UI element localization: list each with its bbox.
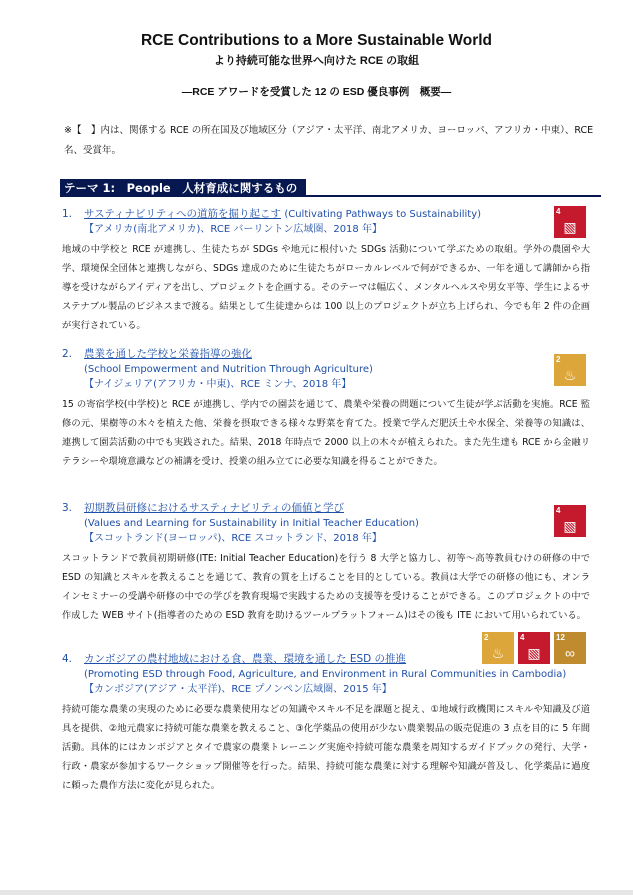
sdg-number: 4 bbox=[556, 207, 561, 216]
case-title-link[interactable]: 初期教員研修におけるサスティナビリティの価値と学び bbox=[84, 502, 344, 514]
case-body: 持続可能な農業の実現のために必要な農業使用などの知識やスキル不足を課題と捉え、①地域行政機関にスキルや知識及び道具を提供、②地元農家に持続可能な農業を教えること、③化学薬品の使用が少ない農業製品の販売促進の 3 点を目的に 5 年間活動。具体的にはカンボジアとタイで農家の農業トレーニング実施や持続可能な農業を周知するガイドブックの発行、大学・行政・農家が参加するワークショップ開催等を行った。結果、持続可能な農業に対する理解や知識が普及し、化学薬品に過度に頼った農作方法に変化が見られた。 bbox=[62, 704, 590, 791]
page-bottom-edge bbox=[0, 890, 633, 895]
page-title: RCE Contributions to a More Sustainable World bbox=[140, 32, 493, 49]
sdg-4-badge bbox=[518, 632, 550, 664]
sdg-number: 12 bbox=[556, 633, 565, 642]
case-number: 2. bbox=[62, 348, 73, 360]
note-text: ※【 】内は、関係する RCE の所在国及び地域区分（アジア・太平洋、南北アメリカ、ヨーロッパ、アフリカ・中東）、RCE 名、受賞年。 bbox=[64, 125, 594, 156]
case-title-link[interactable]: カンボジアの農村地域における食、農業、環境を通した ESD の推進 bbox=[84, 653, 407, 665]
case-number: 4. bbox=[62, 653, 73, 665]
case-body: 15 の寄宿学校(中学校)と RCE が連携し、学内での園芸を通じて、農業や栄養の問題について生徒が学ぶ活動を実施。RCE 監修の元、果樹等の木々を植えた他、栄養を摂取できる様々な野菜を育てた。授業で学んだ肥沃土や水保全、栄養等の知識は、連携して園芸活動の中でも実践された。結果、2018 年時点で 2000 以上の木々が植えられた。また先生達も RCE から金融リテラシーや環境意識などの補講を受け、授業の組み立てに必要な知識を得ることができた。 bbox=[62, 399, 590, 467]
book-icon: ▧ bbox=[527, 645, 541, 661]
theme-header bbox=[60, 179, 601, 197]
case-4 bbox=[62, 652, 592, 795]
sdg-number: 4 bbox=[520, 633, 525, 642]
case-heading bbox=[62, 347, 592, 362]
infinity-icon: ∞ bbox=[565, 645, 575, 661]
case-region: 【ナイジェリア(アフリカ・中東)、RCE ミンナ、2018 年】 bbox=[84, 379, 352, 390]
book-icon: ▧ bbox=[563, 219, 577, 235]
sdg-4-badge bbox=[554, 206, 586, 238]
theme-underline bbox=[306, 195, 601, 197]
case-body: 地域の中学校と RCE が連携し、生徒たちが SDGs や地元に根付いた SDGs 活動について学ぶための取組。学外の農園や大学、環境保全団体と連携しながら、SDGs 達成のために生徒たちがローカルレベルで何ができるか、一年を通して講師から指導を受けながらアイディアを出し、プロジェクトを企画する。そのテーマは幅広く、メンタルヘルスや男女平等、学生によるサステナブル製品のビジネスまで渡る。結果として生徒達からは 100 以上のプロジェクトが立ち上げられ、今でも年 2 件の企画が実行されている。 bbox=[62, 244, 590, 331]
sdg-number: 2 bbox=[556, 355, 561, 364]
case-region: 【アメリカ(南北アメリカ)、RCE バーリントン広域圏、2018 年】 bbox=[84, 224, 382, 235]
bowl-icon: ♨ bbox=[563, 367, 577, 383]
case-heading bbox=[62, 207, 592, 222]
case-title-english: (School Empowerment and Nutrition Through Agriculture) bbox=[84, 364, 373, 375]
case-heading bbox=[62, 501, 592, 516]
sdg-2-badge bbox=[554, 354, 586, 386]
sdg-number: 2 bbox=[484, 633, 489, 642]
case-number: 3. bbox=[62, 502, 73, 514]
sdg-number: 4 bbox=[556, 506, 561, 515]
sdg-12-badge bbox=[554, 632, 586, 664]
theme-label: テーマ 1: People 人材育成に関するもの bbox=[64, 181, 298, 195]
case-3 bbox=[62, 501, 592, 625]
bowl-icon: ♨ bbox=[491, 645, 505, 661]
case-title-link[interactable]: サスティナビリティへの道筋を掘り起こす bbox=[84, 208, 281, 220]
page-subtitle: ―RCE アワードを受賞した 12 の ESD 優良事例 概要― bbox=[181, 86, 452, 98]
book-icon: ▧ bbox=[563, 518, 577, 534]
case-title-link[interactable]: 農業を通した学校と栄養指導の強化 bbox=[84, 348, 252, 360]
sdg-4-badge bbox=[554, 505, 586, 537]
case-2 bbox=[62, 347, 592, 471]
case-number: 1. bbox=[62, 208, 73, 220]
page-title-japanese: より持続可能な世界へ向けた RCE の取組 bbox=[213, 55, 420, 67]
sdg-2-badge bbox=[482, 632, 514, 664]
case-region: 【スコットランド(ヨーロッパ)、RCE スコットランド、2018 年】 bbox=[84, 533, 382, 544]
case-title-english: (Cultivating Pathways to Sustainability) bbox=[284, 209, 482, 220]
case-1 bbox=[62, 207, 592, 335]
case-body: スコットランドで教員初期研修(ITE: Initial Teacher Education)を行う 8 大学と協力し、初等～高等教員むけの研修の中で ESD の知識とスキルを教えることを通じて、教育の質を上げることを目的としている。教員は大学での研修の他にも、オンラインセミナーの受講や研修の中での学びを教育現場で実践するための支援等を受けることができる。このプロジェクトの中で作成した WEB サイト(指導者のための ESD 教育を助けるツールプラットフォーム)はその後も ITE において用いられている。 bbox=[62, 553, 590, 621]
case-title-english: (Values and Learning for Sustainability in Initial Teacher Education) bbox=[84, 518, 419, 529]
case-title-english: (Promoting ESD through Food, Agriculture, and Environment in Rural Communities in Cambodia) bbox=[84, 669, 567, 680]
case-region: 【カンボジア(アジア・太平洋)、RCE プノンペン広域圏、2015 年】 bbox=[84, 684, 392, 695]
